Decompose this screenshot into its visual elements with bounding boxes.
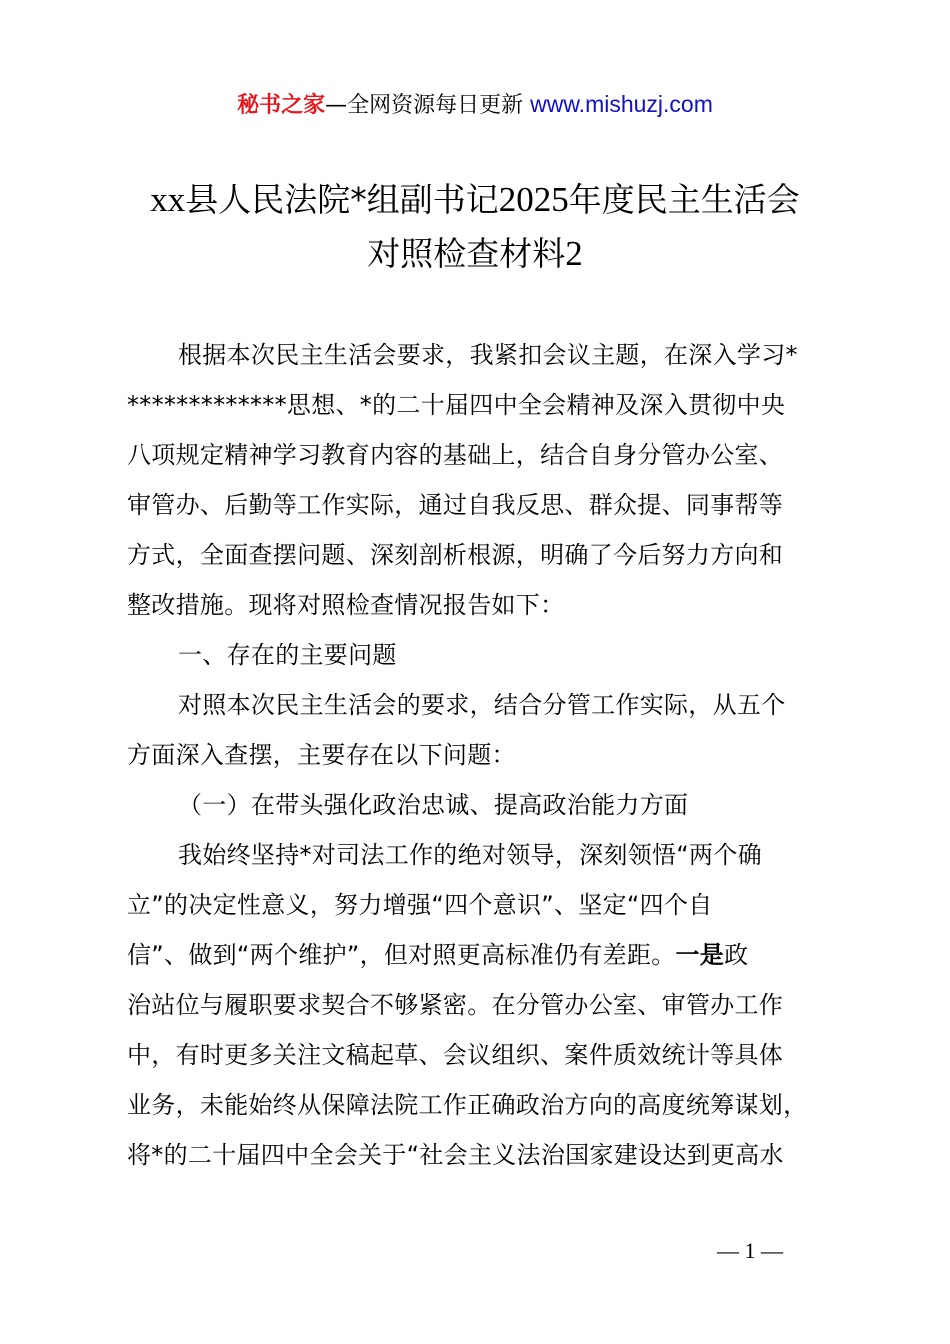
body-line: 将*的二十届四中全会关于“社会主义法治国家建设达到更高水	[127, 1141, 784, 1169]
body-line: 方面深入查摆，主要存在以下问题：	[127, 741, 516, 769]
body-line: 审管办、后勤等工作实际，通过自我反思、群众提、同事帮等	[127, 491, 784, 519]
body-line: 信”、做到“两个维护”，但对照更高标准仍有差距。一是政	[127, 941, 749, 969]
body-line: 中，有时更多关注文稿起草、会议组织、案件质效统计等具体	[127, 1041, 784, 1069]
site-url-link[interactable]: www.mishuzj.com	[530, 91, 713, 117]
body-line: 方式，全面查摆问题、深刻剖析根源，明确了今后努力方向和	[127, 541, 784, 569]
body-line: 我始终坚持*对司法工作的绝对领导，深刻领悟“两个确	[178, 841, 762, 869]
body-line: 治站位与履职要求契合不够紧密。在分管办公室、审管办工作	[127, 991, 784, 1019]
document-title-line-1: xx县人民法院*组副书记2025年度民主生活会	[150, 180, 800, 219]
subsection-heading: （一）在带头强化政治忠诚、提高政治能力方面	[178, 791, 689, 819]
page-number: — 1 —	[717, 1238, 783, 1263]
body-line: 业务，未能始终从保障法院工作正确政治方向的高度统筹谋划，	[127, 1091, 808, 1119]
document-title-line-2: 对照检查材料2	[367, 234, 583, 273]
emphasis-first-point: 一是	[675, 941, 725, 969]
brand-name: 秘书之家	[237, 93, 326, 118]
body-line: 根据本次民主生活会要求，我紧扣会议主题，在深入学习*	[178, 341, 798, 369]
body-line: 立”的决定性意义，努力增强“四个意识”、坚定“四个自	[127, 891, 713, 919]
body-line: 整改措施。现将对照检查情况报告如下：	[127, 591, 565, 619]
watermark-header	[0, 88, 950, 122]
slogan: —全网资源每日更新	[325, 93, 524, 118]
body-line: 对照本次民主生活会的要求，结合分管工作实际，从五个	[178, 691, 786, 719]
body-line: *************思想、*的二十届四中全会精神及深入贯彻中央	[127, 391, 786, 419]
section-heading: 一、存在的主要问题	[178, 641, 397, 669]
body-line: 八项规定精神学习教育内容的基础上，结合自身分管办公室、	[127, 441, 784, 469]
